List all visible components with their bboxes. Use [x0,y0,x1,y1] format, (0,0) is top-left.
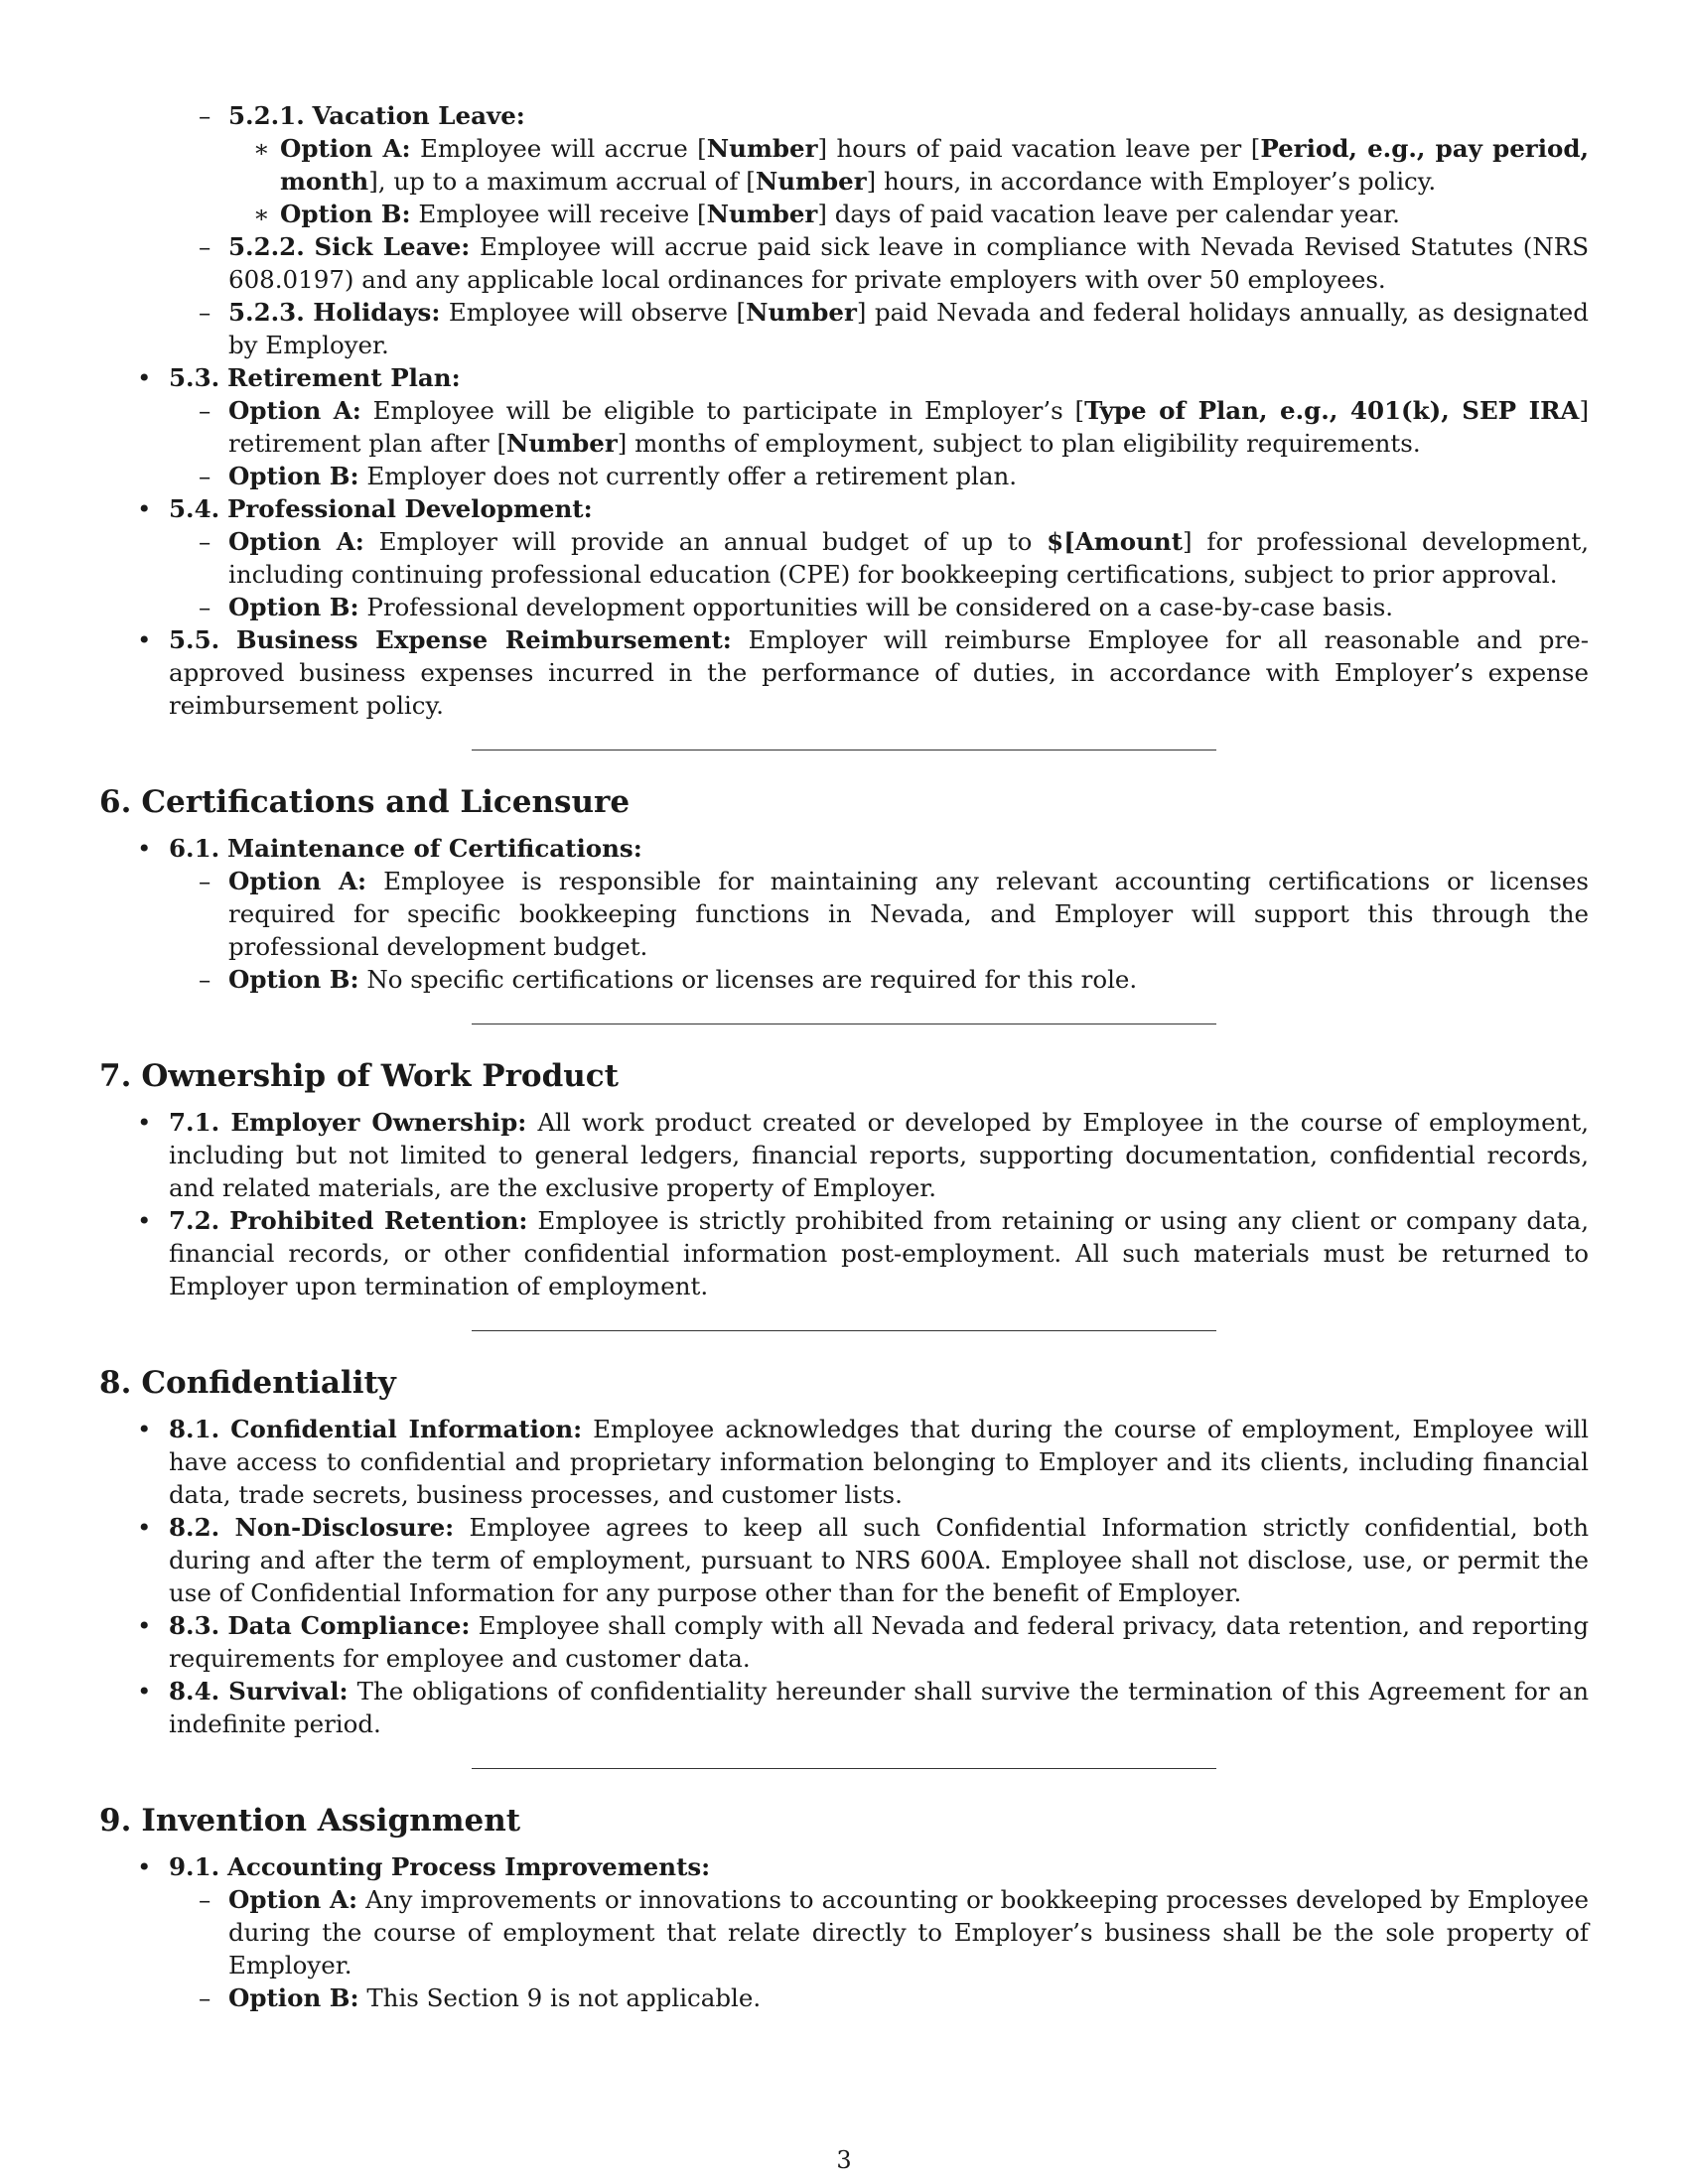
section-number: 7. [99,1058,132,1094]
option-label: Option A: [280,134,411,163]
text: Employer will provide an annual budget of up to [363,527,1048,556]
clause-number: 5.5. [169,625,220,654]
clause-number: 9.1. [169,1852,220,1881]
clause-text: Employee will accrue paid sick leave in compliance with Nevada Revised Statutes (NRS 608.0197) and any applicable local ordinances for private employers with over 50 employees. [228,232,1589,294]
placeholder: Number [746,298,857,327]
section-divider [472,1330,1216,1331]
clause-9-1-option-a [99,1883,1589,1981]
bullet-marker: • [137,1513,152,1542]
placeholder: Number [755,167,867,196]
dash-marker: – [199,298,211,327]
clause-number: 8.4. [169,1677,220,1706]
clause-6-1 [99,832,1589,865]
text: Employee will accrue [ [410,134,707,163]
bullet-marker: • [137,494,152,523]
section-heading-9 [99,1801,1589,1841]
text: Any improvements or innovations to accounting or bookkeeping processes developed by Employee during the course of employment that relate directly to Employer’s business shall be the sole property of Employer. [228,1885,1589,1979]
clause-title: Holidays: [313,298,441,327]
bullet-marker: • [137,1611,152,1640]
dash-marker: – [199,232,211,261]
clause-number: 7.1. [169,1108,220,1137]
clause-5-3-option-b [99,460,1589,492]
clause-7-1 [99,1106,1589,1204]
bullet-marker: • [137,1108,152,1137]
placeholder: Type of Plan, e.g., 401(k), SEP IRA [1084,396,1580,425]
clause-8-2 [99,1511,1589,1609]
text: ] retirement plan after [ [228,396,1590,458]
clause-number: 8.1. [169,1415,220,1443]
option-label: Option B: [280,200,411,228]
dash-marker: – [199,396,211,425]
text: Employee will receive [ [410,200,707,228]
clause-6-1-option-b [99,963,1589,996]
clause-6-1-option-a [99,865,1589,963]
section-divider [472,750,1216,751]
section-heading-8 [99,1363,1589,1403]
dash-marker: – [199,527,211,556]
bullet-marker: • [137,1852,152,1881]
option-label: Option A: [228,527,364,556]
placeholder: Period, e.g., pay period, month [280,134,1590,196]
clause-5-2-1 [99,99,1589,132]
clause-title: Prohibited Retention: [229,1206,528,1235]
text: Employee is responsible for maintaining any relevant accounting certifications or licenses required for specific bookkeeping functions in Nevada, and Employer will support this through the professional development budget. [228,867,1589,961]
clause-title: Sick Leave: [314,232,471,261]
section-title: Ownership of Work Product [141,1058,619,1094]
clause-text: Employer will reimburse Employee for all reasonable and pre-approved business expenses incurred in the performance of duties, in accordance with Employer’s expense reimbursement policy. [169,625,1589,720]
clause-title: Business Expense Reimbursement: [235,625,732,654]
section-number: 8. [99,1365,132,1401]
dash-marker: – [199,965,211,994]
bullet-marker: • [137,363,152,392]
clause-title: Employer Ownership: [230,1108,527,1137]
clause-number: 5.2.1. [228,101,305,130]
section-heading-6 [99,782,1589,822]
clause-5-3-option-a [99,394,1589,460]
clause-5-5 [99,623,1589,722]
bullet-marker: • [137,625,152,654]
clause-title: Survival: [228,1677,349,1706]
option-label: Option B: [228,965,359,994]
clause-title: Data Compliance: [227,1611,471,1640]
page-content [99,99,1589,2014]
text: Employee will be eligible to participate in Employer’s [ [360,396,1085,425]
text: ] paid Nevada and federal holidays annually, as designated by Employer. [228,298,1589,359]
clause-title: Accounting Process Improvements: [226,1852,711,1881]
bullet-marker: • [137,1415,152,1443]
bullet-marker: • [137,834,152,863]
clause-text: The obligations of confidentiality hereunder shall survive the termination of this Agreement for an indefinite period. [169,1677,1589,1738]
clause-title: Maintenance of Certifications: [226,834,642,863]
page-number: 3 [836,2146,852,2174]
option-label: Option B: [228,462,359,490]
clause-5-3 [99,361,1589,394]
option-label: Option B: [228,1983,359,2012]
clause-5-2-1-option-a [99,132,1589,198]
text: ] for professional development, including continuing professional education (CPE) for bookkeeping certifications, subject to prior approval. [228,527,1589,589]
dash-marker: – [199,867,211,895]
clause-5-4-option-a [99,525,1589,591]
text: ] days of paid vacation leave per calendar year. [817,200,1400,228]
dash-marker: – [199,462,211,490]
bullet-marker: • [137,1206,152,1235]
clause-9-1 [99,1850,1589,1883]
clause-title: Professional Development: [226,494,593,523]
clause-text: All work product created or developed by Employee in the course of employment, including but not limited to general ledgers, financial reports, supporting documentation, confidential records, and related materials, are the exclusive property of Employer. [169,1108,1589,1202]
clause-5-4-option-b [99,591,1589,623]
clause-number: 5.3. [169,363,220,392]
dash-marker: – [199,1983,211,2012]
text: Employer does not currently offer a retirement plan. [358,462,1018,490]
clause-7-2 [99,1204,1589,1302]
section-title: Invention Assignment [141,1803,521,1839]
clause-5-2-1-option-b [99,198,1589,230]
text: No specific certifications or licenses are required for this role. [358,965,1138,994]
text: Professional development opportunities will be considered on a case-by-case basis. [358,593,1394,621]
placeholder: $[Amount [1047,527,1184,556]
option-label: Option A: [228,867,367,895]
option-label: Option A: [228,396,361,425]
clause-title: Retirement Plan: [226,363,461,392]
section-title: Certifications and Licensure [141,784,631,820]
clause-number: 5.4. [169,494,220,523]
option-label: Option A: [228,1885,358,1914]
clause-5-4 [99,492,1589,525]
clause-number: 5.2.3. [228,298,305,327]
bullet-marker: • [137,1677,152,1706]
section-heading-7 [99,1056,1589,1096]
clause-8-4 [99,1675,1589,1740]
clause-text: Employee acknowledges that during the course of employment, Employee will have access to confidential and proprietary information belonging to Employer and its clients, including financial data, trade secrets, business processes, and customer lists. [169,1415,1590,1509]
section-number: 9. [99,1803,132,1839]
dash-marker: – [199,101,211,130]
clause-9-1-option-b [99,1981,1589,2014]
clause-text: Employee is strictly prohibited from retaining or using any client or company data, financial records, or other confidential information post-employment. All such materials must be returned to Employer upon termination of employment. [169,1206,1589,1300]
text: ] hours, in accordance with Employer’s policy. [866,167,1437,196]
dash-marker: – [199,593,211,621]
clause-5-2-2 [99,230,1589,296]
clause-number: 8.2. [169,1513,220,1542]
text: This Section 9 is not applicable. [358,1983,762,2012]
clause-number: 5.2.2. [228,232,305,261]
clause-title: Vacation Leave: [312,101,525,130]
star-marker: ∗ [253,200,270,228]
clause-number: 7.2. [169,1206,220,1235]
dash-marker: – [199,1885,211,1914]
placeholder: Number [706,200,818,228]
placeholder: Number [506,429,618,458]
clause-8-1 [99,1413,1589,1511]
clause-title: Confidential Information: [230,1415,583,1443]
section-number: 6. [99,784,132,820]
text: ], up to a maximum accrual of [ [368,167,756,196]
star-marker: ∗ [253,134,270,163]
text: Employee will observe [ [440,298,747,327]
text: ] months of employment, subject to plan eligibility requirements. [617,429,1421,458]
clause-text: Employee shall comply with all Nevada and federal privacy, data retention, and reporting requirements for employee and customer data. [169,1611,1590,1673]
clause-number: 6.1. [169,834,220,863]
clause-title: Non-Disclosure: [234,1513,455,1542]
clause-text: Employee agrees to keep all such Confidential Information strictly confidential, both during and after the term of employment, pursuant to NRS 600A. Employee shall not disclose, use, or permit the use of Confidential Information for any purpose other than for the benefit of Employer. [169,1513,1589,1607]
option-label: Option B: [228,593,359,621]
clause-number: 8.3. [169,1611,220,1640]
clause-8-3 [99,1609,1589,1675]
placeholder: Number [706,134,818,163]
section-divider [472,1768,1216,1769]
clause-5-2-3 [99,296,1589,361]
section-title: Confidentiality [141,1365,396,1401]
text: ] hours of paid vacation leave per [ [817,134,1261,163]
